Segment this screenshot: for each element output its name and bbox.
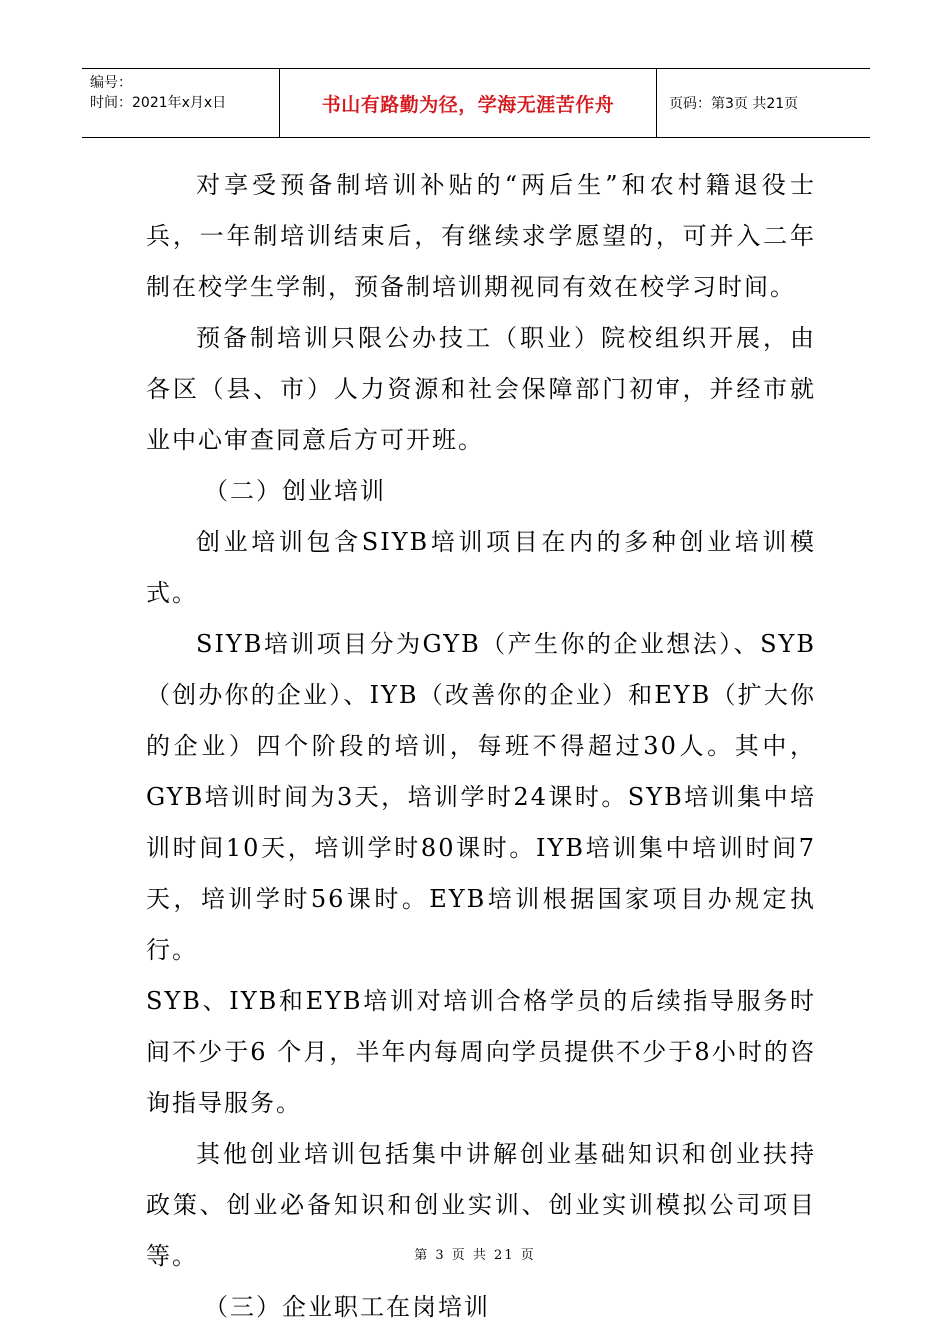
section-heading-onjob-training: （三）企业职工在岗培训 — [204, 1293, 490, 1321]
paragraph-other-training: 其他创业培训包括集中讲解创业基础知识和创业扶持政策、创业必备知识和创业实训、创业实训模拟公司项目等。 — [146, 1140, 816, 1270]
header-meta — [82, 69, 280, 137]
time-label: 时间：2021年x月x日 — [90, 95, 227, 111]
page-footer: 第 3 页 共 21 页 — [414, 1248, 536, 1263]
page-header — [82, 68, 870, 138]
document-body — [146, 160, 816, 1333]
paragraph-preparatory-training: 预备制培训只限公办技工（职业）院校组织开展，由各区（县、市）人力资源和社会保障部门初审，并经市就业中心审查同意后方可开班。 — [146, 324, 816, 454]
header-page-info: 页码：第3页 共21页 — [669, 96, 799, 112]
section-heading-entrepreneurship: （二）创业培训 — [204, 477, 386, 505]
paragraph-retired-soldiers: 对享受预备制培训补贴的“两后生”和农村籍退役士兵，一年制培训结束后，有继续求学愿望的，可并入二年制在校学生学制，预备制培训期视同有效在校学习时间。 — [146, 171, 816, 301]
number-label: 编号： — [90, 75, 132, 91]
paragraph-follow-up-service: SYB、IYB和EYB培训对培训合格学员的后续指导服务时间不少于6 个月，半年内每周向学员提供不少于8小时的咨询指导服务。 — [146, 987, 816, 1117]
paragraph-entrepreneurship-intro: 创业培训包含SIYB培训项目在内的多种创业培训模式。 — [146, 528, 816, 607]
paragraph-siyb-stages: SIYB培训项目分为GYB（产生你的企业想法）、SYB（创办你的企业）、IYB（改善你的企业）和EYB（扩大你的企业）四个阶段的培训，每班不得超过30人。其中，GYB培训时间为3天，培训学时24课时。SYB培训集中培训时间10天，培训学时80课时。IYB培训集中培训时间7天，培训学时56课时。EYB培训根据国家项目办规定执行。 — [146, 630, 816, 964]
header-motto: 书山有路勤为径，学海无涯苦作舟 — [280, 69, 657, 137]
